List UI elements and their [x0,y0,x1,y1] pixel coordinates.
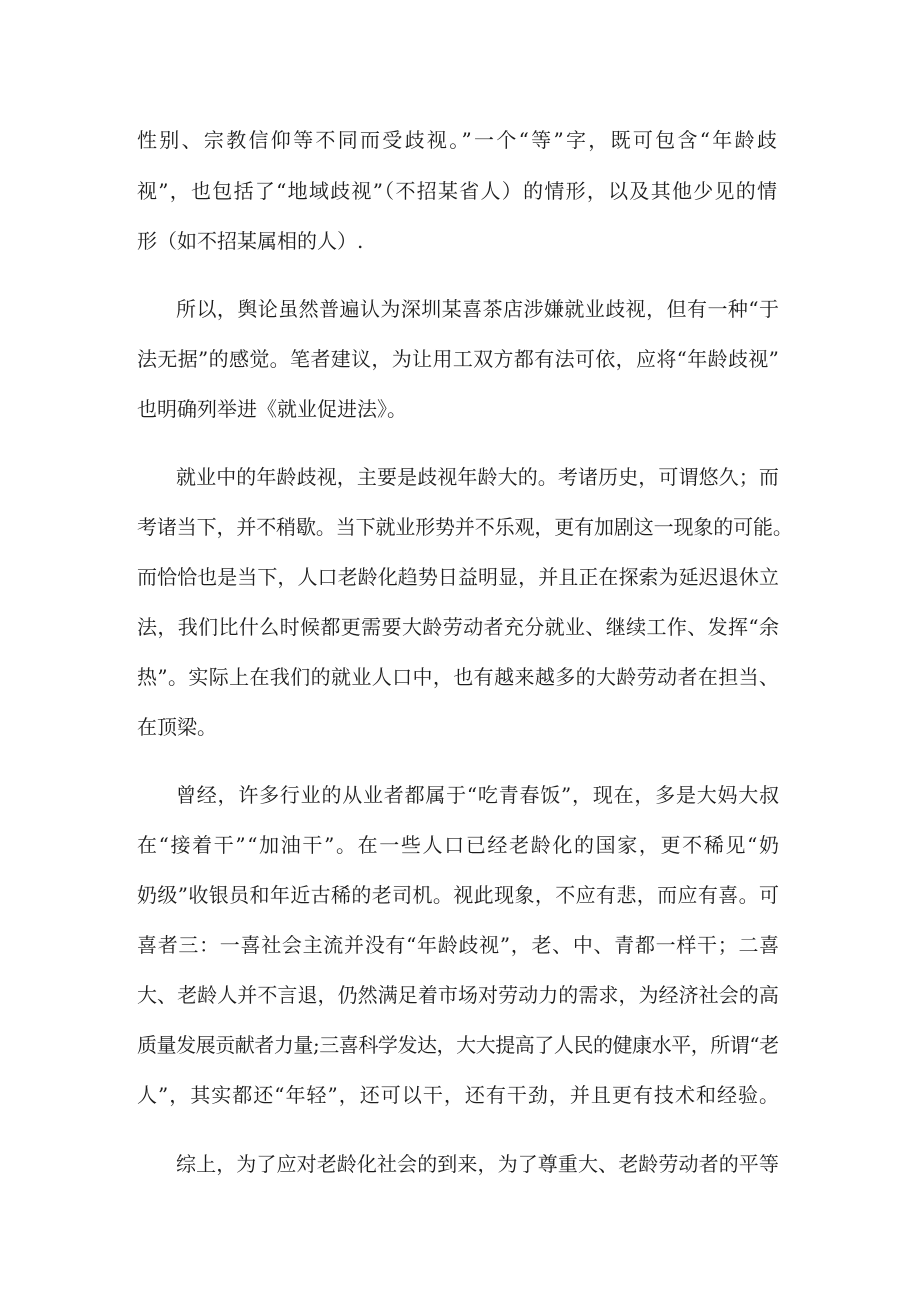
paragraph-line: 喜者三：一喜社会主流并没有“年龄歧视”，老、中、青都一样干；二喜 [137,933,780,957]
paragraph-line: 大、老龄人并不言退，仍然满足着市场对劳动力的需求，为经济社会的高 [137,983,779,1007]
paragraph-line: 就业中的年龄歧视，主要是歧视年龄大的。考诸历史，可谓悠久；而 [176,465,779,489]
paragraph-line: 考诸当下，并不稍歇。当下就业形势并不乐观，更有加剧这一现象的可能。 [137,515,793,539]
paragraph-line: 视”，也包括了“地域歧视”（不招某省人）的情形，以及其他少见的情 [137,179,779,203]
paragraph-line: 性别、宗教信仰等不同而受歧视。”一个“等”字，既可包含“年龄歧 [137,128,780,152]
paragraph-line: 形（如不招某属相的人）. [137,229,364,253]
paragraph-line: 法无据”的感觉。笔者建议，为让用工双方都有法可依，应将“年龄歧视” [137,347,780,371]
paragraph-line: 综上，为了应对老龄化社会的到来，为了尊重大、老龄劳动者的平等 [176,1152,779,1176]
paragraph-line: 曾经，许多行业的从业者都属于“吃青春饭”，现在，多是大妈大叔 [176,783,780,807]
paragraph-line: 人”，其实都还“年轻”，还可以干，还有干劲，并且更有技术和经验。 [137,1083,780,1107]
paragraph-line: 热”。实际上在我们的就业人口中，也有越来越多的大龄劳动者在担当、 [137,665,780,689]
paragraph-line: 而恰恰也是当下，人口老龄化趋势日益明显，并且正在探索为延迟退休立 [137,565,779,589]
paragraph-line: 所以，舆论虽然普遍认为深圳某喜茶店涉嫌就业歧视，但有一种“于 [176,297,780,321]
paragraph-line: 质量发展贡献者力量;三喜科学发达，大大提高了人民的健康水平，所谓“老 [137,1033,779,1057]
paragraph-line: 在“接着干”“加油干”。在一些人口已经老龄化的国家，更不稀见“奶 [137,833,781,857]
paragraph-line: 在顶梁。 [137,715,217,739]
paragraph-line: 法，我们比什么时候都更需要大龄劳动者充分就业、继续工作、发挥“余 [137,615,780,639]
paragraph-line: 奶级”收银员和年近古稀的老司机。视此现象，不应有悲，而应有喜。可 [137,883,780,907]
paragraph-line: 也明确列举进《就业促进法》。 [137,397,407,421]
